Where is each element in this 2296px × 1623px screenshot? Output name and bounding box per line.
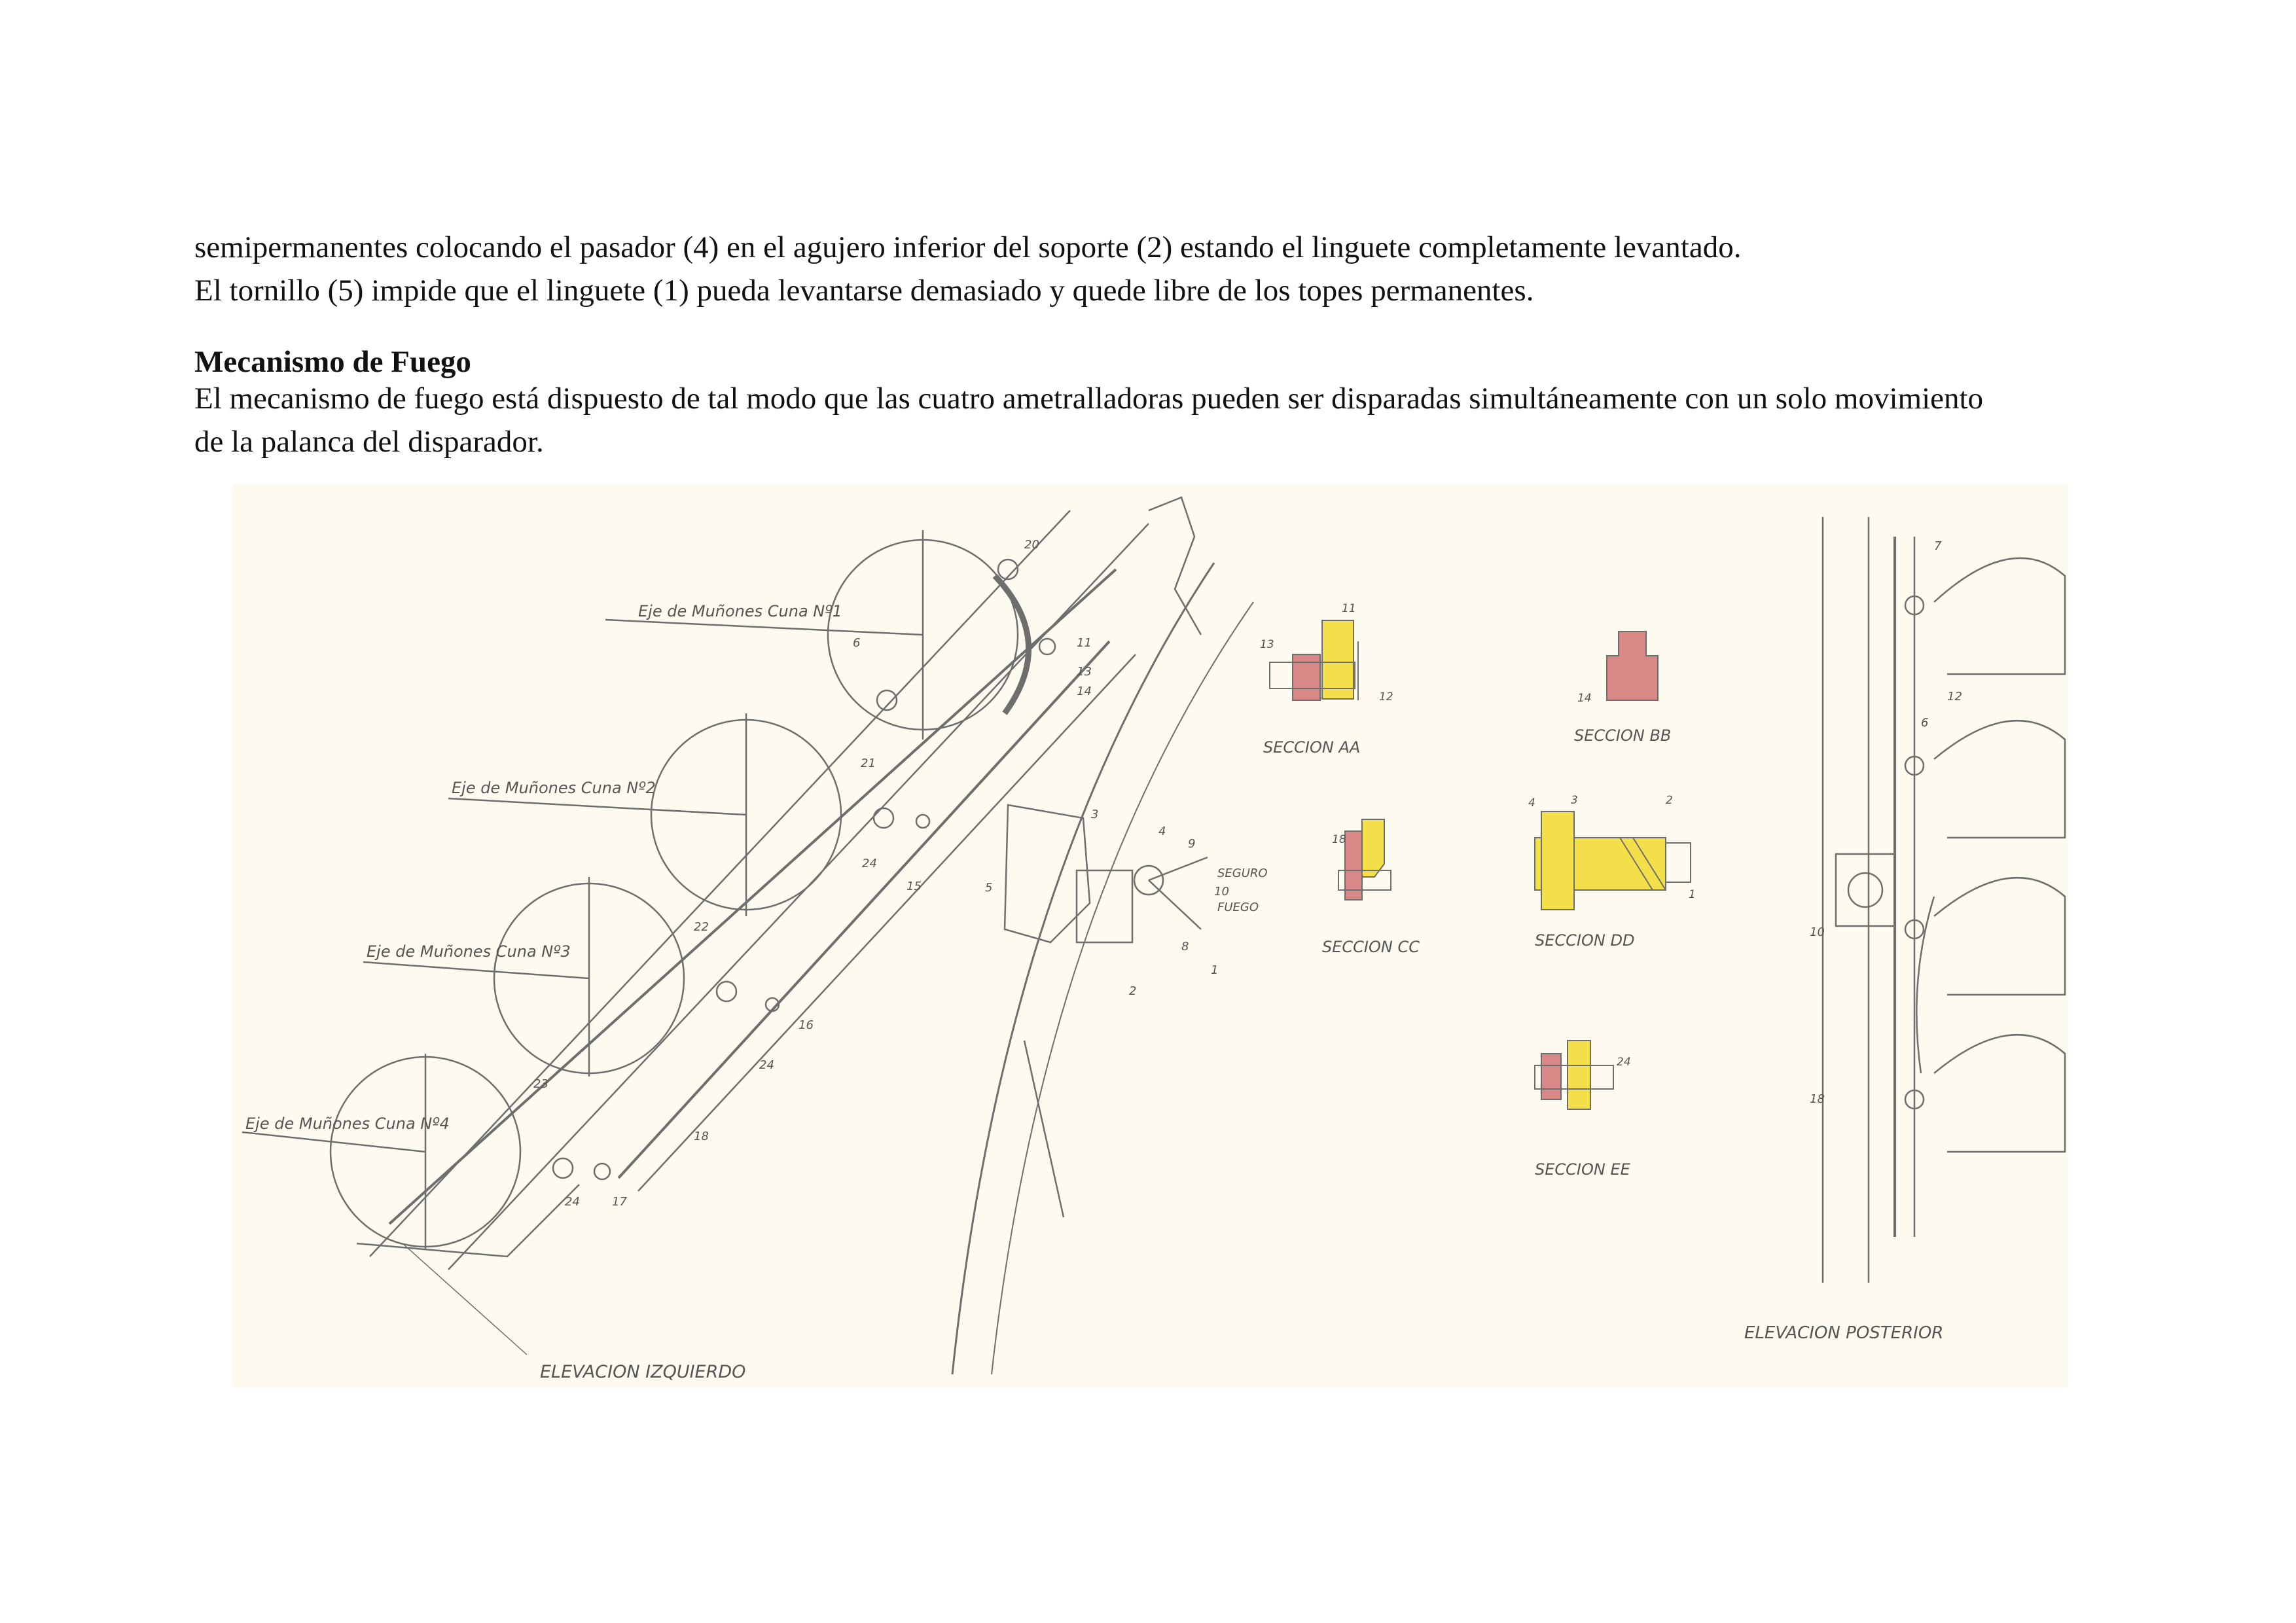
paragraph-2 [194,377,2119,463]
rear-label-10: 10 [1810,925,1825,939]
section-aa-label-12: 12 [1379,690,1393,704]
section-dd-label-2: 2 [1666,794,1673,807]
yellow-part [1568,1041,1590,1109]
label-16: 16 [798,1018,814,1032]
rear-elevation-title: ELEVACION POSTERIOR [1744,1323,1944,1343]
rear-label-12: 12 [1947,690,1962,704]
rear-label-7: 7 [1934,539,1942,553]
section-ee-label-24: 24 [1617,1056,1631,1069]
label-5: 5 [985,881,993,895]
yellow-part [1362,819,1384,877]
section-dd-label-4: 4 [1528,796,1535,810]
technical-drawing [232,484,2068,1387]
axis-label-4: Eje de Muñones Cuna Nº4 [245,1115,450,1133]
section-bb-title: SECCION BB [1574,726,1672,745]
left-elevation-title: ELEVACION IZQUIERDO [540,1362,746,1382]
section-ee-title: SECCION EE [1535,1160,1630,1179]
axis-label-1: Eje de Muñones Cuna Nº1 [638,602,842,620]
label-11: 11 [1077,636,1092,650]
paragraph-1-line-1: semipermanentes colocando el pasador (4) en el agujero inferior del soporte (2) estando el linguete completamente levantado. [194,230,1742,264]
label-4: 4 [1158,825,1166,838]
label-23: 23 [533,1077,548,1091]
red-part [1541,1054,1561,1099]
yellow-part [1322,620,1354,699]
yellow-flange [1541,812,1574,910]
section-aa-label-11: 11 [1342,602,1356,615]
paragraph-1-line-2: El tornillo (5) impide que el linguete (1) pueda levantarse demasiado y quede libre de los topes permanentes. [194,274,1534,308]
label-21: 21 [861,757,876,770]
label-24-a: 24 [862,857,877,870]
paragraph-2-line-2: de la palanca del disparador. [194,425,544,459]
label-15: 15 [906,880,922,893]
drawing-paper [232,484,2068,1387]
paragraph-2-line-1: El mecanismo de fuego está dispuesto de tal modo que las cuatro ametralladoras pueden ser disparadas simultáneamente con un solo movimiento [194,382,1984,416]
label-fuego: FUEGO [1217,901,1259,914]
label-8: 8 [1181,940,1189,954]
section-aa-label-13: 13 [1260,638,1274,651]
label-9: 9 [1188,837,1196,851]
section-dd-label-3: 3 [1571,794,1578,807]
axis-label-2: Eje de Muñones Cuna Nº2 [452,779,656,797]
label-2: 2 [1129,984,1137,998]
label-10: 10 [1214,885,1229,899]
label-24-b: 24 [759,1058,774,1072]
label-20: 20 [1024,538,1039,552]
paragraph-1 [194,226,2119,312]
label-22: 22 [694,920,709,934]
section-dd-label-1: 1 [1689,888,1696,901]
label-1: 1 [1211,963,1219,977]
label-18: 18 [694,1130,709,1143]
section-cc-title: SECCION CC [1322,938,1420,956]
label-24-c: 24 [565,1195,580,1209]
label-13: 13 [1077,665,1092,679]
rear-label-6: 6 [1921,716,1929,730]
label-14: 14 [1077,685,1092,698]
label-17: 17 [612,1195,627,1209]
section-dd-title: SECCION DD [1535,931,1635,950]
section-bb-label-14: 14 [1577,692,1592,705]
red-part [1293,654,1320,700]
axis-label-3: Eje de Muñones Cuna Nº3 [367,942,571,961]
section-aa-title: SECCION AA [1263,738,1361,757]
section-cc-label-18: 18 [1332,833,1346,846]
label-seguro: SEGURO [1217,866,1268,880]
label-6: 6 [853,636,861,650]
rear-label-18: 18 [1810,1092,1825,1106]
label-3: 3 [1091,808,1099,821]
section-heading: Mecanismo de Fuego [194,345,471,379]
